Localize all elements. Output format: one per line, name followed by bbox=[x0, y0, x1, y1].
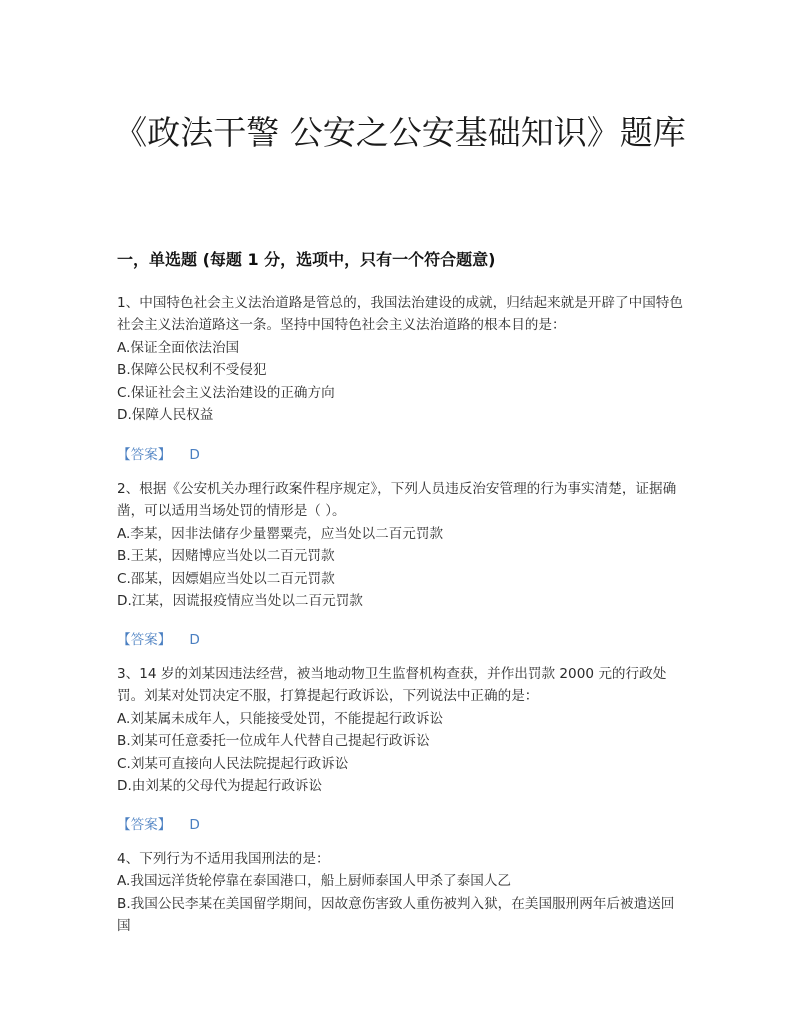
question-3 bbox=[117, 663, 687, 797]
option-c: C.保证社会主义法治建设的正确方向 bbox=[117, 384, 335, 401]
question-4 bbox=[117, 848, 687, 938]
answer-label: 【答案】 bbox=[117, 632, 172, 648]
option-a: A.保证全面依法治国 bbox=[117, 339, 240, 356]
option-d: D.由刘某的父母代为提起行政诉讼 bbox=[117, 778, 323, 795]
option-c: C.邵某，因嫖娼应当处以二百元罚款 bbox=[117, 570, 335, 587]
option-b: B.王某，因赌博应当处以二百元罚款 bbox=[117, 548, 335, 565]
option-d: D.江某，因谎报疫情应当处以二百元罚款 bbox=[117, 593, 363, 610]
option-b: B.我国公民李某在美国留学期间，因故意伤害致人重伤被判入狱，在美国服刑两年后被遣送回国 bbox=[117, 895, 675, 935]
option-c: C.刘某可直接向人民法院提起行政诉讼 bbox=[117, 755, 349, 772]
answer-label: 【答案】 bbox=[117, 817, 172, 833]
question-stem: 3、14 岁的刘某因违法经营，被当地动物卫生监督机构查获，并作出罚款 2000 元的行政处罚。刘某对处罚决定不服，打算提起行政诉讼，下列说法中正确的是： bbox=[117, 666, 667, 705]
question-stem: 1、中国特色社会主义法治道路是管总的，我国法治建设的成就，归结起来就是开辟了中国特色社会主义法治道路这一条。坚持中国特色社会主义法治道路的根本目的是： bbox=[117, 295, 683, 334]
answer-value: D bbox=[189, 632, 200, 648]
option-a: A.我国远洋货轮停靠在泰国港口，船上厨师泰国人甲杀了泰国人乙 bbox=[117, 873, 512, 890]
answer-1 bbox=[117, 443, 200, 463]
option-d: D.保障人民权益 bbox=[117, 407, 214, 424]
option-b: B.刘某可任意委托一位成年人代替自己提起行政诉讼 bbox=[117, 733, 430, 750]
answer-value: D bbox=[189, 447, 200, 463]
question-2 bbox=[117, 478, 687, 612]
document-title: 《政法干警 公安之公安基础知识》题库 bbox=[114, 113, 686, 152]
question-stem: 4、下列行为不适用我国刑法的是： bbox=[117, 851, 330, 867]
answer-2 bbox=[117, 628, 200, 648]
question-stem: 2、根据《公安机关办理行政案件程序规定》，下列人员违反治安管理的行为事实清楚，证据确凿，可以适用当场处罚的情形是（ ）。 bbox=[117, 481, 677, 520]
option-a: A.李某，因非法储存少量罂粟壳，应当处以二百元罚款 bbox=[117, 525, 444, 542]
option-a: A.刘某属未成年人，只能接受处罚，不能提起行政诉讼 bbox=[117, 710, 444, 727]
question-1 bbox=[117, 292, 687, 426]
section-heading: 一，单选题 (每题 1 分，选项中，只有一个符合题意) bbox=[117, 250, 496, 269]
answer-3 bbox=[117, 813, 200, 833]
answer-value: D bbox=[189, 817, 200, 833]
option-b: B.保障公民权利不受侵犯 bbox=[117, 362, 267, 379]
answer-label: 【答案】 bbox=[117, 447, 172, 463]
